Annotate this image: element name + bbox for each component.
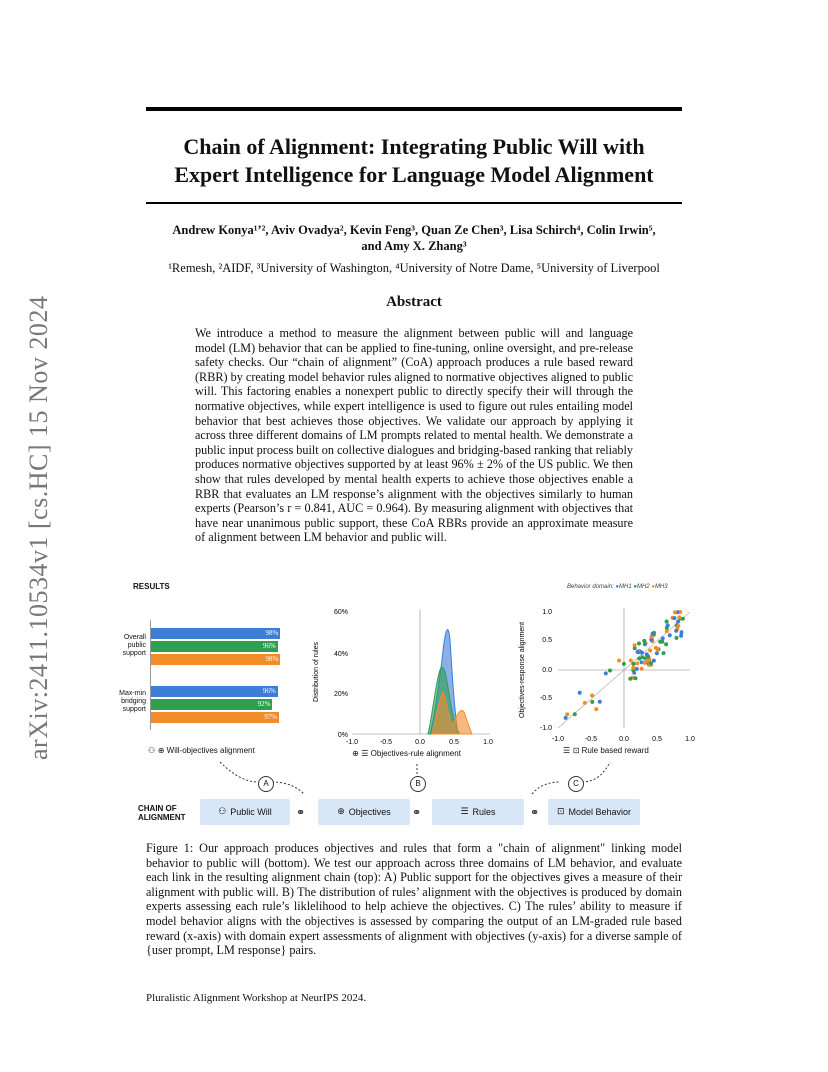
bar-mh2-group1 [151,641,278,652]
tick-label: 1.0 [542,609,552,616]
scatter-point [637,657,641,661]
tick-label: 0.5 [652,736,662,743]
curve-a-right [272,782,304,794]
scatter-point [655,651,659,655]
arxiv-identifier: arXiv:2411.10534v1 [cs.HC] 15 Nov 2024 [24,295,53,760]
panel-c-xticks [552,736,695,743]
panel-c-axis-title [563,746,649,755]
scatter-point [629,659,633,663]
scatter-point [631,666,635,670]
tick-label: 0.5 [542,637,552,644]
tick-label: -0.5 [539,695,552,702]
list-icon: ☰ [460,807,469,817]
scatter-point [645,659,649,663]
tick-label: -1.0 [551,736,565,743]
scatter-point [648,649,652,653]
scatter-point [634,676,638,680]
scatter-point [651,632,655,636]
legend-title: Behavior domain: [567,584,614,590]
group1-label: Overall public support [122,634,146,657]
panel-c-yticks [540,609,552,732]
scatter-point [578,691,582,695]
chain-label-2: ALIGNMENT [138,813,186,822]
caption-text: Figure 1: Our approach produces objectives and rules that form a "chain of alignment" linking model behavior to public will (bottom). We test our approach across three domains of LM behavior, and evaluate each link in the resulting alignment chain (top): A) Public support for the objectives gives a measure of their alignment with public will. B) The distribution of rules’ alignment with the objectives is produced by domain experts assessing each rule’s liklelihood to help achieve the objectives. C) The rules’ ability to measure if model behavior aligns with the objectives is assessed by comparing the output of an LM-graded rule based reward (x-axis) with domain expert assessments of alignment with objectives (y-axis) for a diverse sample of {user prompt, LM response} pairs. [146,841,682,958]
chain-public-will-label: Public Will [230,807,272,817]
group2-label: Max-min bridging support [119,690,146,713]
panel-c-legend [567,584,668,590]
objectives-icon: ⊕ ☰ [352,749,369,758]
title-rule [146,202,682,204]
tick-label: -0.5 [379,739,393,746]
scatter-point [633,643,637,647]
scatter-point [666,623,670,627]
bar-value-label: 92% [257,700,271,708]
scatter-point [673,616,677,620]
link-icon: ⚭ [412,806,422,819]
bar-value-label: 97% [264,713,278,721]
scatter-point [628,677,632,681]
panel-b-xlabel: Objectives-rule alignment [370,749,461,758]
scatter-point [635,661,639,665]
tick-label: -1.0 [345,739,359,746]
tick-label: 40% [333,651,348,658]
scatter-point [681,617,685,621]
scatter-point [660,640,664,644]
authors [110,222,718,254]
scatter-point [664,642,668,646]
chain-public-will [200,799,290,825]
tick-label: 0.5 [449,739,459,746]
bar-mh3-group1 [151,654,280,665]
title-line-1: Chain of Alignment: Integrating Public Will with [183,134,645,159]
abstract-body [195,326,633,545]
legend-mh1: MH1 [619,584,632,590]
tick-label: 1.0 [685,736,695,743]
scatter-point [656,647,660,651]
chain-rules [432,799,524,825]
tick-label: 0% [337,732,348,739]
target-icon: ⊕ [337,807,345,817]
tick-label: 0.0 [415,739,425,746]
top-rule [146,107,682,111]
scatter-point [645,652,649,656]
curve-c-right [582,762,610,782]
scatter-point [622,662,626,666]
link-icon: ⚭ [296,806,306,819]
rules-icon: ☰ ⊡ [563,746,580,755]
scatter-point [637,642,641,646]
scatter-point [617,659,621,663]
tick-label: -1.0 [539,725,552,732]
scatter-point [679,634,683,638]
will-objectives-axis [148,746,255,755]
panel-c-xlabel: Rule based reward [581,746,649,755]
paper-title [100,133,728,189]
chain-label-1: CHAIN OF [138,804,177,813]
scatter-point [594,707,598,711]
bar-value-label: 98% [265,655,279,663]
tick-label: 0.0 [542,667,552,674]
panel-b-xticks [346,739,493,746]
authors-line-2: and Amy X. Zhang³ [361,239,467,253]
scatter-point [661,636,665,640]
bar-value-label: 96% [262,687,276,695]
chain-objectives [318,799,410,825]
scatter-point [590,694,594,698]
scatter-point [676,620,680,624]
legend-dot-mh1: ● [615,584,619,590]
scatter-point [668,633,672,637]
tick-label: 60% [333,609,348,616]
scatter-point [665,620,669,624]
panel-b-chart [312,600,502,760]
panel-c-ylabel: Objectives-response alignment [519,621,526,719]
bar-value-label: 98% [265,629,279,637]
tick-label: 0.0 [619,736,629,743]
scatter-point [649,661,653,665]
scatter-point [642,639,646,643]
scatter-point [583,701,587,705]
title-line-2: Expert Intelligence for Language Model Alignment [174,162,654,187]
link-icon: ⚭ [530,806,540,819]
legend-dot-mh2: ● [633,584,637,590]
scatter-point [640,667,644,671]
bar-value-label: 96% [262,642,276,650]
curve-c-left [532,782,560,794]
tick-label: 1.0 [483,739,493,746]
scatter-point [674,629,678,633]
scatter-point [640,651,644,655]
scatter-point [608,669,612,673]
panel-a-xlabel: Will-objectives alignment [166,746,255,755]
marker-c: C [568,776,584,792]
scatter-point [631,662,635,666]
curve-a-left [220,762,258,782]
marker-a: A [258,776,274,792]
bar-mh1-group1 [151,628,280,639]
scatter-point [573,712,577,716]
chat-icon: ⊡ [556,807,565,817]
tick-label: -0.5 [584,736,598,743]
scatter-point [598,700,602,704]
bar-mh3-group2 [151,712,279,723]
bar-mh1-group2 [151,686,278,697]
scatter-point [680,630,684,634]
bar-mh2-group2 [151,699,272,710]
legend-mh2: MH2 [636,584,650,590]
scatter-point [636,650,640,654]
chain-objectives-label: Objectives [348,807,391,817]
scatter-point [565,712,569,716]
scatter-point [590,700,594,704]
scatter-point [632,671,636,675]
authors-line-1: Andrew Konya¹ʼ², Aviv Ovadya², Kevin Feng³, Quan Ze Chen³, Lisa Schirch⁴, Colin Irwin⁵, [172,223,656,237]
scatter-point [673,610,677,614]
abstract-text: We introduce a method to measure the alignment between public will and language model (LM) behavior that can be applied to fine-tuning, online oversight, and pre-release safety checks. Our “chain of alignment” (CoA) approach produces a rule based reward (RBR) by creating model behavior rules aligned to normative objectives aligned to public will. This factoring enables a nonexpert public to directly specify their will through the normative objectives, while expert intelligence is used to figure out rules entailing model behavior that best achieves those objectives. We validate our approach by applying it across three different domains of LM prompts related to mental health. We demonstrate a public input process built on collective dialogues and bridging-based ranking that reliably produces normative objectives supported by at least 96% ± 2% of the US public. We then show that rules developed by mental health experts to achieve those objectives enable a RBR that evaluates an LM response’s alignment with the objectives similarly to human experts (Pearson’s r = 0.841, AUC = 0.964). By measuring alignment with objectives that have near unanimous public support, these CoA RBRs provide an approximate measure of alignment between LM behavior and public will. [195,326,633,545]
legend-mh3: MH3 [654,584,668,590]
legend-dot-mh3: ● [651,584,655,590]
scatter-point [564,716,568,720]
scatter-point [677,615,681,619]
people-icon: ⚇ [218,807,227,817]
scatter-point [675,636,679,640]
footer-note: Pluralistic Alignment Workshop at NeurIPS 2024. [146,992,367,1004]
tick-label: 20% [333,691,348,698]
chain-model-behavior [548,799,640,825]
results-label: RESULTS [133,582,170,591]
marker-b: B [410,776,426,792]
affiliations: ¹Remesh, ²AIDF, ³University of Washington, ⁴University of Notre Dame, ⁵University of Liverpool [168,261,660,275]
people-icon: ⚇ ⊕ [148,746,165,755]
panel-b-axis-title [352,749,461,758]
figure-caption [146,841,682,958]
abstract-heading: Abstract [386,294,442,310]
scatter-point [662,651,666,655]
panel-c-chart [516,598,706,748]
panel-b-ylabel: Distribution of rules [313,642,320,702]
chain-model-behavior-label: Model Behavior [568,807,632,817]
chain-rules-label: Rules [472,807,496,817]
scatter-point [676,624,680,628]
panel-b-yticks [334,609,348,739]
scatter-point [604,671,608,675]
chain-label [138,804,186,822]
